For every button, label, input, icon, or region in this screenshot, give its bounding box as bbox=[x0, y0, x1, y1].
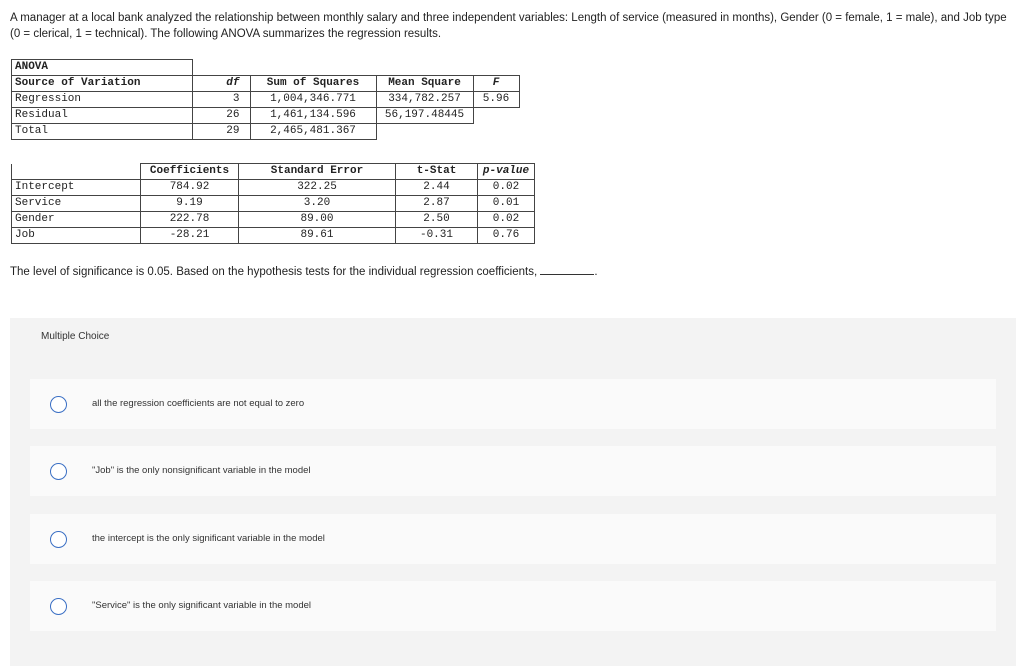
coef-variable: Job bbox=[12, 228, 141, 244]
anova-header-ss: Sum of Squares bbox=[250, 76, 376, 92]
table-row bbox=[12, 92, 520, 108]
table-row bbox=[12, 180, 535, 196]
choice-option[interactable] bbox=[30, 379, 996, 429]
anova-df: 26 bbox=[193, 108, 251, 124]
anova-df: 3 bbox=[193, 92, 251, 108]
radio-button-icon[interactable] bbox=[50, 396, 67, 413]
table-row bbox=[12, 124, 520, 140]
anova-ms: 56,197.48445 bbox=[376, 108, 473, 124]
anova-table bbox=[11, 59, 520, 140]
coef-variable: Intercept bbox=[12, 180, 141, 196]
table-row bbox=[12, 108, 520, 124]
table-row bbox=[12, 228, 535, 244]
anova-source: Residual bbox=[12, 108, 193, 124]
coef-value: 784.92 bbox=[141, 180, 239, 196]
coef-variable: Service bbox=[12, 196, 141, 212]
coef-value: 9.19 bbox=[141, 196, 239, 212]
coef-header-pvalue: p-value bbox=[478, 164, 535, 180]
coef-header-tstat: t-Stat bbox=[396, 164, 478, 180]
choice-option[interactable] bbox=[30, 581, 996, 631]
anova-header-df: df bbox=[193, 76, 251, 92]
radio-button-icon[interactable] bbox=[50, 531, 67, 548]
coef-se: 3.20 bbox=[239, 196, 396, 212]
anova-ss: 1,461,134.596 bbox=[250, 108, 376, 124]
coef-tstat: -0.31 bbox=[396, 228, 478, 244]
table-row bbox=[12, 196, 535, 212]
coef-value: -28.21 bbox=[141, 228, 239, 244]
choice-text: the intercept is the only significant variable in the model bbox=[92, 533, 325, 544]
table-row bbox=[12, 212, 535, 228]
coef-se: 322.25 bbox=[239, 180, 396, 196]
anova-ms: 334,782.257 bbox=[376, 92, 473, 108]
anova-header-ms: Mean Square bbox=[376, 76, 473, 92]
anova-ss: 1,004,346.771 bbox=[250, 92, 376, 108]
anova-ss: 2,465,481.367 bbox=[250, 124, 376, 140]
choice-option[interactable] bbox=[30, 514, 996, 564]
coef-header-se: Standard Error bbox=[239, 164, 396, 180]
choice-text: "Job" is the only nonsignificant variable in the model bbox=[92, 465, 311, 476]
anova-df: 29 bbox=[193, 124, 251, 140]
choice-option[interactable] bbox=[30, 446, 996, 496]
choice-text: all the regression coefficients are not equal to zero bbox=[92, 398, 305, 409]
coef-se: 89.61 bbox=[239, 228, 396, 244]
multiple-choice-panel bbox=[10, 318, 1016, 666]
anova-source: Total bbox=[12, 124, 193, 140]
coef-pvalue: 0.02 bbox=[478, 212, 535, 228]
radio-button-icon[interactable] bbox=[50, 598, 67, 615]
anova-header-f: F bbox=[473, 76, 519, 92]
coef-value: 222.78 bbox=[141, 212, 239, 228]
stem-text: The level of significance is 0.05. Based on the hypothesis tests for the individual regression coefficients, bbox=[10, 266, 538, 278]
coef-se: 89.00 bbox=[239, 212, 396, 228]
question-text: A manager at a local bank analyzed the relationship between monthly salary and three independent variables: Length of service (measured in months), Gender (0 = female, 1 = male), and Job type (0 = clerical, 1 = technical). The following ANOVA summarizes the regression results. bbox=[10, 12, 1007, 40]
radio-button-icon[interactable] bbox=[50, 463, 67, 480]
anova-f: 5.96 bbox=[473, 92, 519, 108]
coef-variable: Gender bbox=[12, 212, 141, 228]
coef-tstat: 2.87 bbox=[396, 196, 478, 212]
anova-header-source: Source of Variation bbox=[12, 76, 193, 92]
coef-tstat: 2.44 bbox=[396, 180, 478, 196]
coef-header-coefficients: Coefficients bbox=[141, 164, 239, 180]
coef-pvalue: 0.76 bbox=[478, 228, 535, 244]
answer-blank bbox=[540, 264, 594, 275]
question-stem bbox=[10, 264, 598, 278]
anova-title: ANOVA bbox=[12, 60, 193, 76]
coef-tstat: 2.50 bbox=[396, 212, 478, 228]
multiple-choice-label: Multiple Choice bbox=[41, 331, 110, 342]
choice-text: "Service" is the only significant variable in the model bbox=[92, 600, 312, 611]
anova-source: Regression bbox=[12, 92, 193, 108]
coef-pvalue: 0.02 bbox=[478, 180, 535, 196]
stem-end: . bbox=[594, 266, 598, 278]
coef-pvalue: 0.01 bbox=[478, 196, 535, 212]
coefficients-table bbox=[11, 163, 535, 244]
